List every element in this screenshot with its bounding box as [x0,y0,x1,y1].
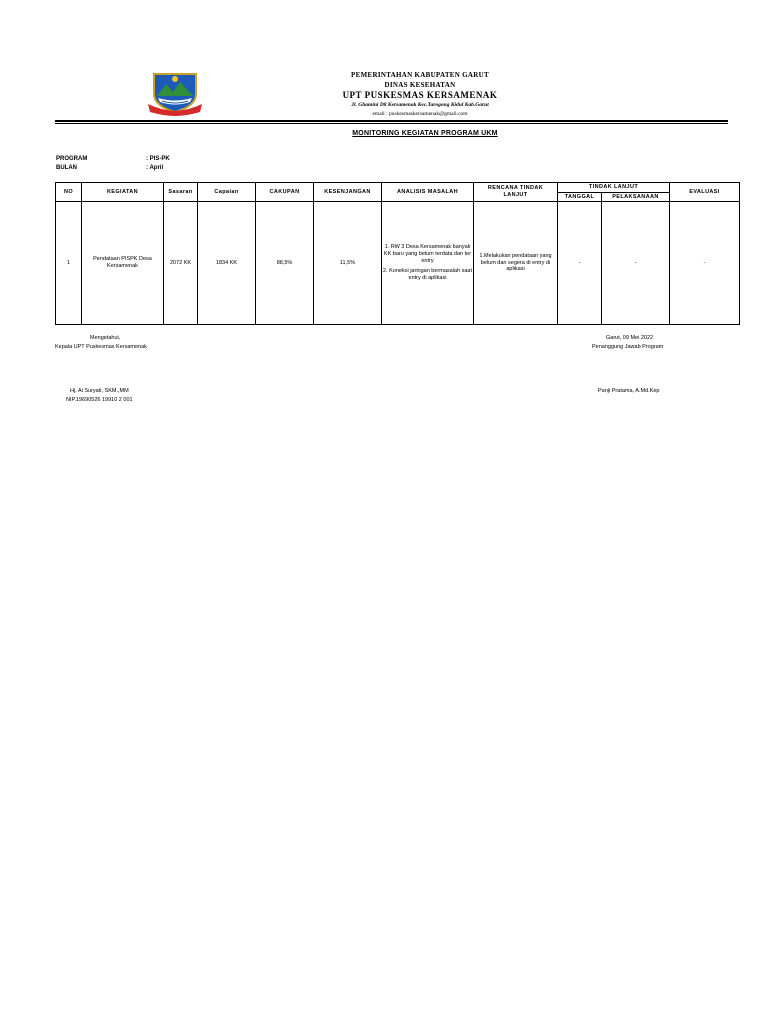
bulan-value: : April [146,165,164,171]
header-email: email : puskesmaskersamenak@gmail.com [372,111,468,117]
monitoring-table [55,182,740,325]
garut-regency-logo-icon [146,70,204,116]
bulan-label: BULAN [56,165,77,171]
cell-evaluasi: - [670,202,740,325]
left-signature-nip: NIP.19690526 19910 2 001 [66,397,133,403]
header-kesenjangan: KESENJANGAN [314,183,382,202]
program-value: : PIS-PK [146,156,170,162]
right-signature-name: Panji Pratama, A.Md.Kep [598,388,660,394]
header-no: NO [56,183,82,202]
cell-pelaksanaan: - [602,202,670,325]
header-kegiatan: KEGIATAN [82,183,164,202]
cell-capaian: 1834 KK [198,202,256,325]
header-unit: UPT PUSKESMAS KERSAMENAK [342,90,498,100]
header-divider-thin [55,123,728,124]
program-label: PROGRAM [56,156,88,162]
right-signature-date: Garut, 09 Mei 2022 [606,335,654,341]
cell-kegiatan: Pendataan PISPK Desa Kersamenak [82,202,164,325]
cell-analisis [382,202,474,325]
header-government: PEMERINTAHAN KABUPATEN GARUT [351,71,489,79]
header-department: DINAS KESEHATAN [384,81,456,89]
cell-sasaran: 2072 KK [164,202,198,325]
cell-tanggal: - [558,202,602,325]
analisis-point-1: 1. RW 3 Desa Kersamenak banyak KK baru yang belum terdata dan ter entry [383,243,472,264]
cell-no: 1 [56,202,82,325]
document-title: MONITORING KEGIATAN PROGRAM UKM [352,130,498,137]
right-signature-title: Penanggung Jawab Program [592,344,664,350]
left-signature-name: Hj. Ai Suryati, SKM.,MM [70,388,129,394]
left-signature-title: Kepala UPT Puskesmas Kersamenak [55,344,147,350]
header-address: Jl. Ghamini D8 Kersamenak Kec.Tarogong Kidul Kab.Garut [351,102,489,108]
cell-kesenjangan: 11,5% [314,202,382,325]
header-sasaran: Sasaran [164,183,198,202]
header-analisis: ANALISIS MASALAH [382,183,474,202]
analisis-point-2: 2. Koneksi jaringan bermasalah saat entry di aplikasi [383,268,472,282]
cell-rencana: 1.Melakukan pendataan yang belum dan segera di entry di aplikasi [474,202,558,325]
table-row [56,202,740,325]
header-tindak-lanjut: TINDAK LANJUT [558,183,670,193]
header-cakupan: CAKUPAN [256,183,314,202]
header-rencana: RENCANA TINDAK LANJUT [474,183,558,202]
header-evaluasi: EVALUASI [670,183,740,202]
cell-cakupan: 88,5% [256,202,314,325]
left-signature-intro: Mengetahui, [90,335,121,341]
header-pelaksanaan: PELAKSANAAN [602,193,670,202]
header-tanggal: TANGGAL [558,193,602,202]
header-capaian: Capaian [198,183,256,202]
header-divider [55,120,728,122]
table-header-row [56,183,740,193]
